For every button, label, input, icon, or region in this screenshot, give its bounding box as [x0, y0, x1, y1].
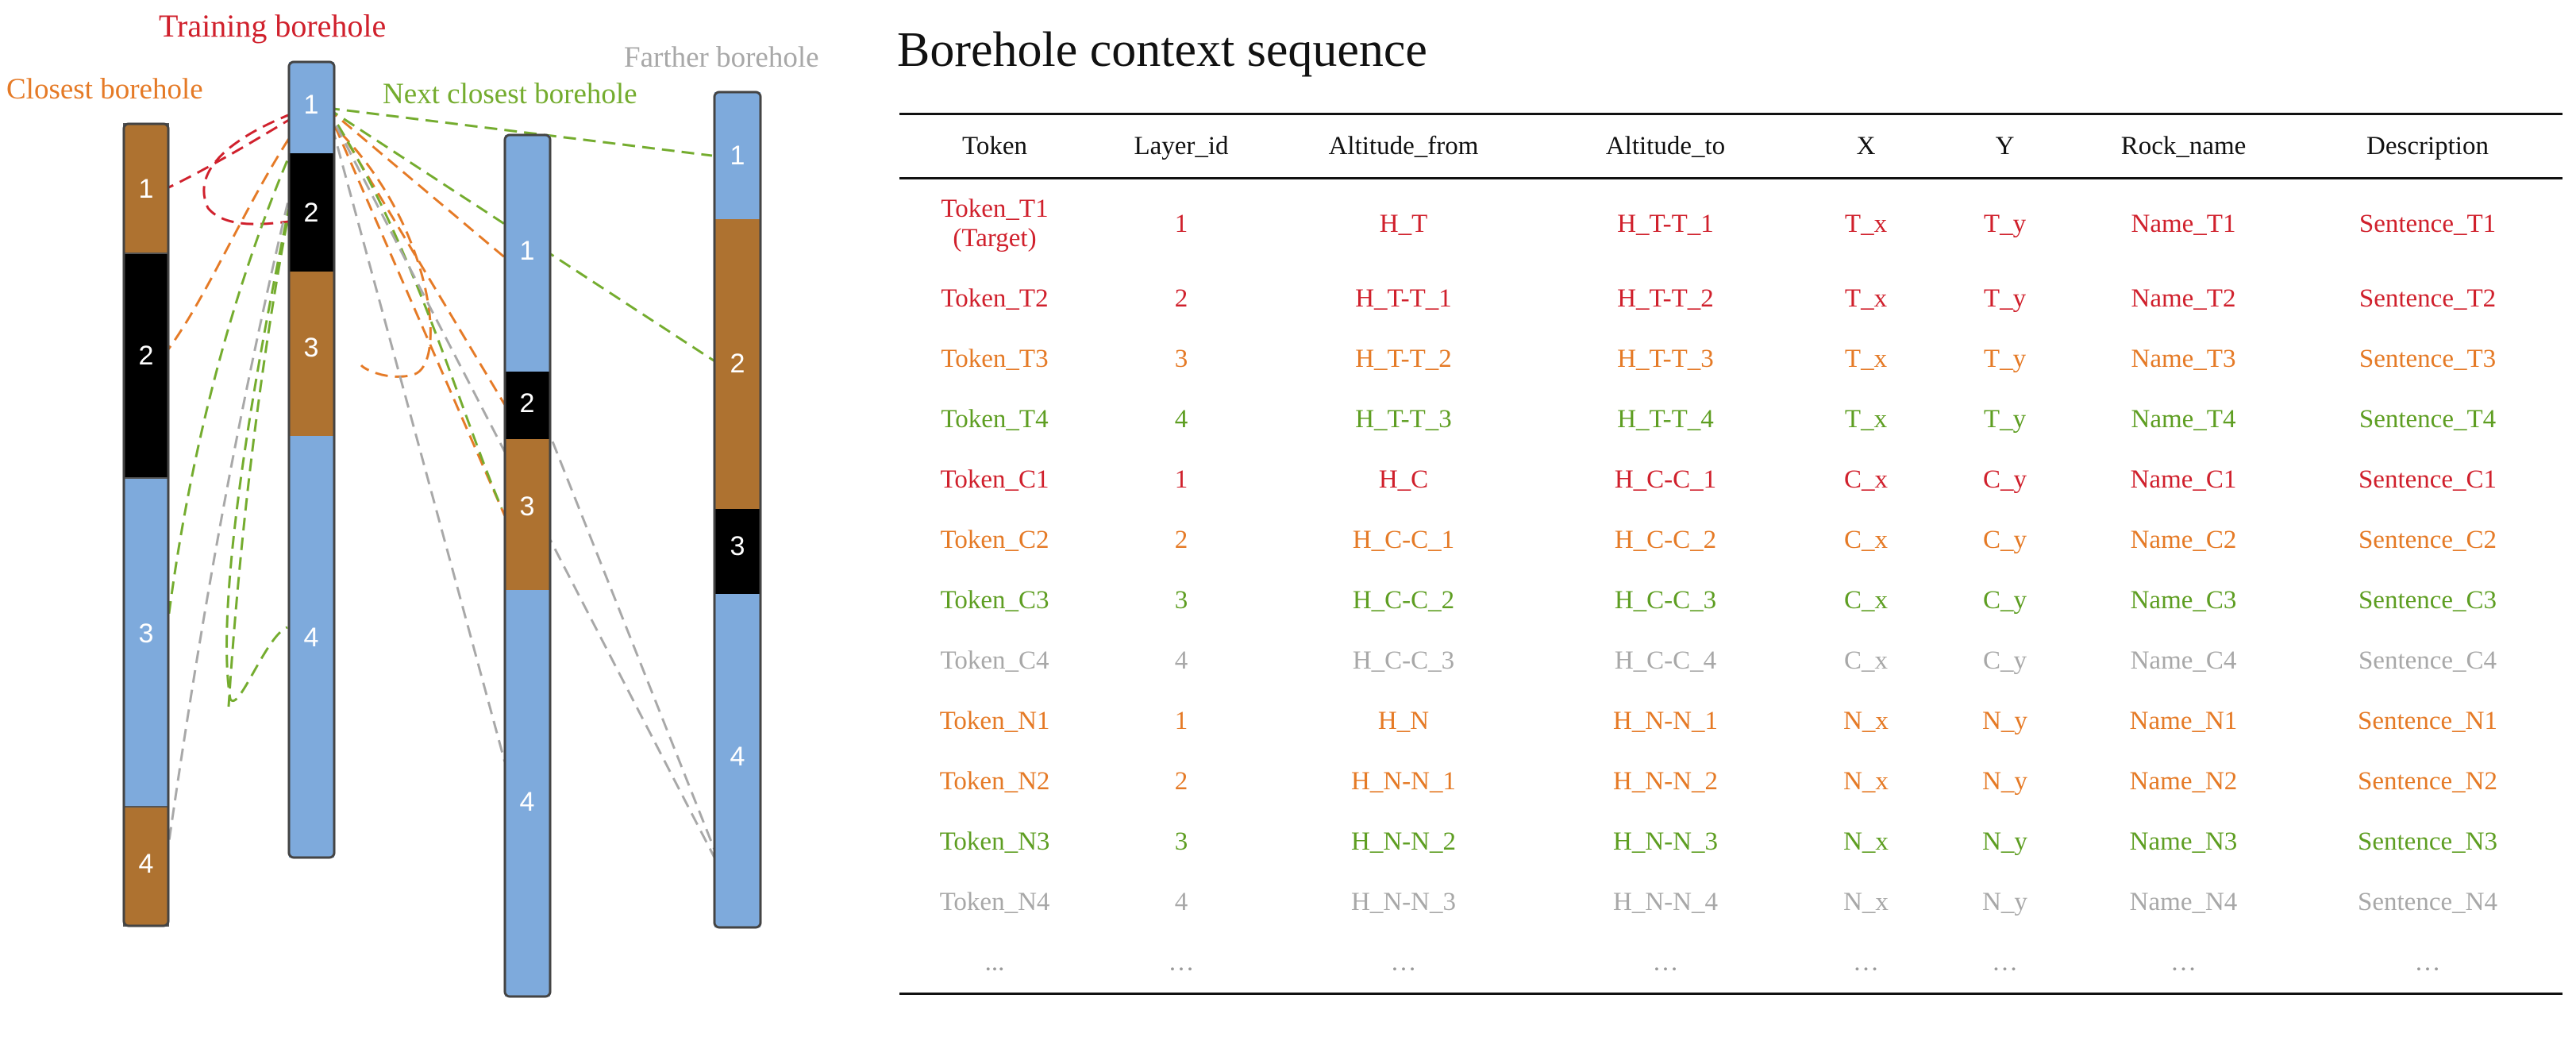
next-num-3: 3 [519, 491, 535, 522]
cell-altitude-to [1534, 872, 1796, 932]
cell-rock-name [2074, 691, 2293, 751]
cell-x [1796, 449, 1935, 510]
cell-text: Name_N4 [2129, 887, 2238, 916]
cell-text: Sentence_T1 [2358, 209, 2497, 238]
cell-y [1935, 691, 2074, 751]
cell-text: N_y [1982, 887, 2027, 916]
cell-description [2293, 179, 2563, 269]
cell-text: H_N-N_2 [1613, 766, 1718, 796]
cell-text: T_x [1844, 404, 1888, 434]
cell-altitude-from [1273, 268, 1534, 329]
cell-text: … [1168, 947, 1195, 977]
cell-description [2293, 691, 2563, 751]
cell-x [1796, 389, 1935, 449]
cell-token [899, 872, 1090, 932]
cell-altitude-from [1273, 570, 1534, 630]
cell-text: Token_T2 [941, 283, 1049, 313]
cell-text: Name_T2 [2131, 283, 2236, 313]
cell-token [899, 268, 1090, 329]
cell-altitude-from [1273, 691, 1534, 751]
cell-y [1935, 389, 2074, 449]
cell-altitude-to [1534, 510, 1796, 570]
farther-num-2: 2 [730, 348, 745, 379]
cell-layer-id [1090, 268, 1273, 329]
header-x: X [1796, 114, 1935, 179]
cell-altitude-from [1273, 630, 1534, 691]
cell-text: T_x [1844, 344, 1888, 373]
cell-text: 1 [1174, 706, 1188, 735]
header-altitude-from: Altitude_from [1273, 114, 1534, 179]
cell-text: Sentence_N3 [2358, 827, 2497, 856]
cell-text: H_N-N_1 [1351, 766, 1456, 796]
cell-y [1935, 751, 2074, 811]
table-row [899, 449, 2563, 510]
training-num-4: 4 [303, 622, 319, 653]
cell-altitude-to [1534, 691, 1796, 751]
cell-description [2293, 268, 2563, 329]
cell-text: … [1390, 947, 1417, 977]
cell-layer-id [1090, 510, 1273, 570]
cell-text: H_N-N_4 [1613, 887, 1718, 916]
cell-text: N_x [1843, 827, 1889, 856]
cell-text: H_N-N_3 [1351, 887, 1456, 916]
cell-layer-id [1090, 872, 1273, 932]
cell-text: C_y [1982, 585, 2027, 615]
cell-text: H_T-T_3 [1617, 344, 1714, 373]
cell-text: Sentence_T4 [2358, 404, 2497, 434]
closest-num-2: 2 [138, 340, 154, 371]
cell-rock-name [2074, 570, 2293, 630]
cell-rock-name [2074, 179, 2293, 269]
cell-layer-id [1090, 691, 1273, 751]
farther-num-4: 4 [730, 741, 745, 772]
cell-description [2293, 872, 2563, 932]
cell-token [899, 691, 1090, 751]
cell-text: 2 [1174, 766, 1188, 796]
cell-altitude-from [1273, 751, 1534, 811]
link-t1-n1 [327, 108, 506, 259]
cell-text: Token_C2 [940, 525, 1049, 554]
cell-token [899, 811, 1090, 872]
cell-text: Token_T3 [941, 344, 1049, 373]
table-row [899, 570, 2563, 630]
cell-text: ... [984, 947, 1005, 977]
cell-rock-name [2074, 510, 2293, 570]
cell-text: 4 [1174, 646, 1188, 675]
borehole-closest [124, 124, 168, 926]
cell-text: Name_C2 [2130, 525, 2237, 554]
cell-layer-id [1090, 179, 1273, 269]
cell-altitude-to [1534, 630, 1796, 691]
cell-rock-name [2074, 811, 2293, 872]
cell-layer-id [1090, 630, 1273, 691]
borehole-farther [714, 92, 760, 927]
cell-text: H_C-C_3 [1352, 646, 1455, 675]
cell-rock-name [2074, 751, 2293, 811]
cell-text: H_T-T_1 [1617, 209, 1714, 238]
cell-altitude-from [1273, 329, 1534, 389]
table-row [899, 691, 2563, 751]
cell-description [2293, 570, 2563, 630]
cell-text: Sentence_C4 [2358, 646, 2497, 675]
cell-text: T_y [1983, 209, 2027, 238]
cell-text: H_C-C_3 [1614, 585, 1717, 615]
cell-text: Sentence_T3 [2358, 344, 2497, 373]
cell-text: Token_T4 [941, 404, 1049, 434]
cell-layer-id [1090, 449, 1273, 510]
cell-text: Name_N1 [2129, 706, 2238, 735]
cell-text: C_x [1843, 585, 1888, 615]
cell-text: H_T-T_3 [1355, 404, 1452, 434]
cell-text: C_y [1982, 646, 2027, 675]
cell-x [1796, 510, 1935, 570]
header-rock-name: Rock_name [2074, 114, 2293, 179]
closest-num-1: 1 [138, 173, 154, 204]
cell-y [1935, 811, 2074, 872]
cell-text: C_y [1982, 465, 2027, 494]
cell-altitude-to [1534, 179, 1796, 269]
cell-token [899, 630, 1090, 691]
cell-y [1935, 179, 2074, 269]
cell-text: T_y [1983, 283, 2027, 313]
table-row [899, 389, 2563, 449]
cell-token [899, 389, 1090, 449]
cell-rock-name [2074, 872, 2293, 932]
cell-text: Sentence_T2 [2358, 283, 2497, 313]
farther-num-3: 3 [730, 530, 745, 561]
cell-y [1935, 570, 2074, 630]
cell-text: Sentence_C3 [2358, 585, 2497, 615]
cell-text: H_N [1377, 706, 1430, 735]
cell-text: Name_C1 [2130, 465, 2237, 494]
cell-text: Sentence_C2 [2358, 525, 2497, 554]
borehole-diagram [0, 0, 881, 1037]
cell-text: T_y [1983, 344, 2027, 373]
table-row [899, 329, 2563, 389]
context-sequence-table [899, 113, 2563, 995]
table-row [899, 179, 2563, 269]
table-header-row [899, 114, 2563, 179]
cell-y [1935, 268, 2074, 329]
training-num-2: 2 [303, 197, 319, 228]
cell-altitude-to [1534, 751, 1796, 811]
cell-token [899, 179, 1090, 269]
table-row [899, 510, 2563, 570]
cell-altitude-from [1273, 510, 1534, 570]
cell-text: … [2170, 947, 2197, 977]
cell-text: C_x [1843, 465, 1888, 494]
cell-layer-id [1090, 932, 1273, 994]
label-farther-borehole: Farther borehole [624, 41, 819, 74]
cell-token [899, 751, 1090, 811]
cell-text: Token_C4 [940, 646, 1049, 675]
cell-text: N_x [1843, 766, 1889, 796]
cell-description [2293, 630, 2563, 691]
table-row [899, 630, 2563, 691]
cell-rock-name [2074, 389, 2293, 449]
cell-text: Token_T1 [941, 195, 1049, 223]
cell-layer-id [1090, 811, 1273, 872]
header-y: Y [1935, 114, 2074, 179]
borehole-training [289, 62, 334, 858]
cell-text: … [1853, 947, 1879, 977]
next-num-4: 4 [519, 786, 535, 817]
table-row [899, 932, 2563, 994]
cell-text: N_x [1843, 887, 1889, 916]
cell-text: Token_N4 [939, 887, 1050, 916]
cell-text: … [2414, 947, 2441, 977]
cell-x [1796, 751, 1935, 811]
cell-x [1796, 932, 1935, 994]
cell-token [899, 329, 1090, 389]
next-num-2: 2 [519, 387, 535, 418]
cell-description [2293, 329, 2563, 389]
cell-x [1796, 691, 1935, 751]
cell-text: H_T-T_1 [1355, 283, 1452, 313]
cell-x [1796, 268, 1935, 329]
cell-text: Name_N2 [2129, 766, 2238, 796]
cell-y [1935, 449, 2074, 510]
cell-text: C_x [1843, 525, 1888, 554]
cell-altitude-from [1273, 811, 1534, 872]
cell-text: 1 [1174, 209, 1188, 238]
cell-text: Sentence_C1 [2358, 465, 2497, 494]
table-row [899, 751, 2563, 811]
table-row [899, 811, 2563, 872]
cell-text: Sentence_N4 [2358, 887, 2497, 916]
cell-text: C_x [1843, 646, 1888, 675]
cell-text: Name_T4 [2131, 404, 2236, 434]
cell-text: H_C-C_1 [1352, 525, 1455, 554]
cell-altitude-to [1534, 449, 1796, 510]
closest-num-3: 3 [138, 618, 154, 649]
cell-text: Token_C3 [940, 585, 1049, 615]
cell-text: Name_T3 [2131, 344, 2236, 373]
farther-num-1: 1 [730, 140, 745, 171]
cell-text: 3 [1174, 585, 1188, 615]
connections-orange [168, 106, 506, 516]
connections-green [168, 106, 718, 707]
cell-x [1796, 329, 1935, 389]
cell-text: N_y [1982, 766, 2027, 796]
link-t1-n3 [327, 108, 505, 516]
cell-layer-id [1090, 329, 1273, 389]
cell-text: 2 [1174, 525, 1188, 554]
header-token: Token [899, 114, 1090, 179]
cell-token [899, 449, 1090, 510]
cell-text: H_N-N_2 [1351, 827, 1456, 856]
cell-text: C_y [1982, 525, 2027, 554]
cell-altitude-to [1534, 570, 1796, 630]
cell-description [2293, 811, 2563, 872]
cell-altitude-to [1534, 329, 1796, 389]
cell-x [1796, 630, 1935, 691]
cell-text: H_C-C_2 [1614, 525, 1717, 554]
cell-text: T_x [1844, 283, 1888, 313]
cell-text: … [1652, 947, 1679, 977]
cell-altitude-from [1273, 179, 1534, 269]
cell-text: 3 [1174, 827, 1188, 856]
cell-token [899, 570, 1090, 630]
cell-x [1796, 179, 1935, 269]
cell-rock-name [2074, 932, 2293, 994]
cell-x [1796, 570, 1935, 630]
cell-text: N_y [1982, 827, 2027, 856]
cell-altitude-to [1534, 932, 1796, 994]
cell-x [1796, 872, 1935, 932]
cell-text: H_C-C_4 [1614, 646, 1717, 675]
cell-x [1796, 811, 1935, 872]
cell-description [2293, 510, 2563, 570]
table-row [899, 872, 2563, 932]
cell-text: Sentence_N2 [2358, 766, 2497, 796]
cell-layer-id [1090, 389, 1273, 449]
cell-text: H_C [1378, 465, 1429, 494]
cell-text: Name_T1 [2131, 209, 2236, 238]
cell-text: H_N-N_3 [1613, 827, 1718, 856]
label-closest-borehole: Closest borehole [6, 73, 203, 106]
cell-layer-id [1090, 751, 1273, 811]
target-note: (Target) [953, 224, 1037, 253]
cell-token [899, 510, 1090, 570]
training-num-1: 1 [303, 89, 319, 120]
cell-text: H_C-C_2 [1352, 585, 1455, 615]
cell-y [1935, 630, 2074, 691]
table-row [899, 268, 2563, 329]
cell-rock-name [2074, 329, 2293, 389]
cell-y [1935, 329, 2074, 389]
cell-layer-id [1090, 570, 1273, 630]
header-layer-id: Layer_id [1090, 114, 1273, 179]
cell-text: … [1992, 947, 2018, 977]
cell-description [2293, 389, 2563, 449]
table-title: Borehole context sequence [897, 23, 1427, 77]
cell-altitude-to [1534, 389, 1796, 449]
cell-altitude-to [1534, 268, 1796, 329]
cell-text: N_y [1982, 706, 2027, 735]
training-num-3: 3 [303, 332, 319, 363]
cell-text: 4 [1174, 887, 1188, 916]
cell-altitude-from [1273, 872, 1534, 932]
cell-text: Token_N1 [939, 706, 1050, 735]
cell-description [2293, 449, 2563, 510]
cell-text: 4 [1174, 404, 1188, 434]
cell-rock-name [2074, 268, 2293, 329]
cell-altitude-to [1534, 811, 1796, 872]
header-altitude-to: Altitude_to [1534, 114, 1796, 179]
next-num-1: 1 [519, 235, 535, 266]
cell-text: Name_C4 [2130, 646, 2237, 675]
cell-text: 2 [1174, 283, 1188, 313]
cell-text: Token_N3 [939, 827, 1050, 856]
cell-text: H_T-T_2 [1355, 344, 1452, 373]
cell-altitude-from [1273, 389, 1534, 449]
cell-text: T_x [1844, 209, 1888, 238]
cell-text: 3 [1174, 344, 1188, 373]
cell-text: H_N-N_1 [1613, 706, 1718, 735]
cell-description [2293, 932, 2563, 994]
cell-text: H_T-T_4 [1617, 404, 1714, 434]
cell-y [1935, 510, 2074, 570]
cell-text: Token_C1 [940, 465, 1049, 494]
cell-text: Name_C3 [2130, 585, 2237, 615]
label-training-borehole: Training borehole [159, 8, 387, 44]
cell-text: H_T [1379, 209, 1428, 238]
cell-text: T_y [1983, 404, 2027, 434]
cell-description [2293, 751, 2563, 811]
cell-token [899, 932, 1090, 994]
header-description: Description [2293, 114, 2563, 179]
cell-rock-name [2074, 449, 2293, 510]
cell-text: H_C-C_1 [1614, 465, 1717, 494]
cell-text: H_T-T_2 [1617, 283, 1714, 313]
cell-y [1935, 932, 2074, 994]
label-next-closest-borehole: Next closest borehole [383, 78, 637, 110]
cell-text: Sentence_N1 [2358, 706, 2497, 735]
cell-text: Name_N3 [2129, 827, 2238, 856]
closest-num-4: 4 [138, 848, 154, 879]
cell-text: N_x [1843, 706, 1889, 735]
cell-rock-name [2074, 630, 2293, 691]
cell-text: 1 [1174, 465, 1188, 494]
cell-text: Token_N2 [939, 766, 1050, 796]
cell-altitude-from [1273, 449, 1534, 510]
cell-altitude-from [1273, 932, 1534, 994]
cell-y [1935, 872, 2074, 932]
